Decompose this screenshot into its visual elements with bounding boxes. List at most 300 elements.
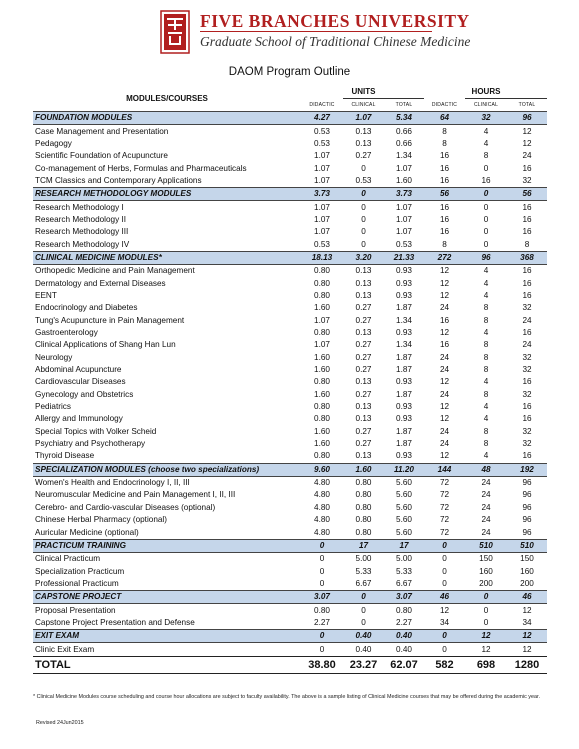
course-row-label: Special Topics with Volker Scheid — [35, 426, 157, 436]
cell-hours-total: 32 — [522, 303, 532, 313]
cell-units-total: 1.87 — [396, 365, 412, 375]
cell-hours-didactic: 24 — [439, 352, 450, 362]
cell-units-didactic: 4.80 — [314, 490, 330, 500]
course-row — [33, 214, 547, 226]
cell-units-total: 2.27 — [396, 617, 412, 627]
cell-hours-clinical: 12 — [481, 644, 491, 654]
cell-units-total: 0.93 — [396, 266, 412, 276]
course-row — [33, 150, 547, 162]
cell-units-didactic: 0.80 — [314, 414, 330, 424]
cell-hours-didactic: 12 — [439, 377, 450, 387]
course-row-label: Clinical Applications of Shang Han Lun — [35, 340, 176, 350]
course-row-label: Gynecology and Obstetrics — [35, 389, 134, 399]
revision-date: Revised 24Jun2015 — [36, 720, 84, 726]
course-row — [33, 162, 547, 174]
cell-hours-clinical: 4 — [483, 414, 489, 424]
course-row — [33, 277, 547, 289]
course-row-label: Allergy and Immunology — [35, 414, 123, 424]
cell-hours-total: 16 — [522, 227, 532, 237]
cell-units-total: 1.34 — [396, 340, 412, 350]
cell-hours-total: 32 — [522, 352, 532, 362]
cell-units-didactic: 38.80 — [301, 656, 343, 673]
course-row-label: Gastroenterology — [35, 328, 98, 338]
column-header-units-clinical: CLINICAL — [351, 102, 376, 108]
cell-units-didactic: 1.60 — [314, 389, 330, 399]
course-row-label: Research Methodology II — [35, 214, 127, 224]
header-row-groups — [33, 86, 547, 99]
cell-units-clinical: 0.13 — [355, 278, 372, 288]
cell-hours-didactic: 24 — [439, 426, 450, 436]
cell-hours-clinical: 4 — [483, 451, 489, 461]
cell-units-clinical: 5.00 — [355, 554, 372, 564]
cell-hours-total: 24 — [522, 315, 532, 325]
cell-hours-total: 16 — [522, 328, 532, 338]
course-row — [33, 643, 547, 656]
course-row — [33, 290, 547, 302]
cell-hours-total: 34 — [522, 617, 532, 627]
course-row — [33, 339, 547, 351]
cell-hours-total: 96 — [522, 527, 532, 537]
cell-hours-didactic: 12 — [439, 451, 450, 461]
cell-units-clinical: 0.27 — [355, 151, 372, 161]
cell-units-didactic: 1.07 — [314, 227, 330, 237]
cell-hours-didactic: 0 — [424, 630, 465, 643]
cell-hours-total: 12 — [522, 138, 532, 148]
cell-hours-total: 24 — [522, 340, 532, 350]
cell-hours-didactic: 16 — [439, 202, 450, 212]
cell-hours-clinical: 0 — [465, 188, 507, 201]
cell-hours-clinical: 4 — [483, 266, 489, 276]
cell-units-total: 0.93 — [396, 377, 412, 387]
cell-units-total: 62.07 — [384, 656, 424, 673]
course-row-label: Research Methodology III — [35, 227, 129, 237]
cell-units-total: 3.73 — [384, 188, 424, 201]
header-divider — [200, 31, 432, 32]
course-row — [33, 553, 547, 566]
cell-units-didactic: 1.60 — [314, 365, 330, 375]
cell-units-didactic: 1.60 — [314, 303, 330, 313]
cell-hours-clinical: 150 — [479, 554, 493, 564]
cell-units-total: 1.07 — [396, 202, 412, 212]
cell-units-didactic: 0.53 — [314, 138, 330, 148]
cell-hours-clinical: 8 — [483, 151, 489, 161]
cell-hours-didactic: 24 — [439, 389, 450, 399]
course-row-label: Psychiatry and Psychotherapy — [35, 439, 146, 449]
cell-hours-clinical: 4 — [483, 126, 489, 136]
cell-hours-didactic: 12 — [439, 266, 450, 276]
section-header-row — [33, 463, 547, 476]
cell-units-total: 1.87 — [396, 439, 412, 449]
cell-hours-clinical: 32 — [465, 112, 507, 125]
course-row-label: Thyroid Disease — [35, 451, 95, 461]
cell-units-didactic: 0.80 — [314, 605, 330, 615]
section-header-row — [33, 630, 547, 643]
university-header — [160, 10, 471, 62]
cell-units-didactic: 1.07 — [314, 163, 330, 173]
cell-hours-didactic: 12 — [439, 290, 450, 300]
cell-hours-clinical: 160 — [479, 566, 493, 576]
section-header-row-label: PRACTICUM TRAINING — [33, 539, 301, 552]
cell-hours-clinical: 0 — [465, 591, 507, 604]
cell-units-clinical: 0.80 — [355, 478, 372, 488]
cell-hours-total: 16 — [522, 402, 532, 412]
course-row-label: Cardiovascular Diseases — [35, 377, 126, 387]
cell-units-clinical: 0.27 — [355, 426, 372, 436]
course-row-label: Auricular Medicine (optional) — [35, 527, 139, 537]
cell-hours-clinical: 24 — [481, 527, 491, 537]
cell-hours-clinical: 12 — [465, 630, 507, 643]
cell-hours-total: 12 — [522, 605, 532, 615]
cell-hours-total: 46 — [507, 591, 547, 604]
cell-units-total: 5.00 — [396, 554, 412, 564]
cell-hours-total: 16 — [522, 414, 532, 424]
cell-units-didactic: 4.80 — [314, 478, 330, 488]
course-row — [33, 489, 547, 501]
column-header-hours-clinical: CLINICAL — [473, 102, 499, 108]
cell-units-didactic: 3.07 — [301, 591, 343, 604]
course-row — [33, 565, 547, 577]
cell-hours-total: 24 — [522, 151, 532, 161]
cell-units-clinical: 0.27 — [355, 439, 372, 449]
cell-hours-clinical: 0 — [483, 617, 489, 627]
course-row-label: Clinical Practicum — [35, 554, 101, 564]
cell-units-clinical: 0.80 — [355, 527, 372, 537]
cell-hours-didactic: 72 — [439, 478, 450, 488]
cell-units-clinical: 0 — [361, 227, 366, 237]
cell-units-didactic: 1.60 — [314, 426, 330, 436]
cell-hours-clinical: 698 — [465, 656, 507, 673]
grand-total-row — [33, 656, 547, 673]
cell-hours-didactic: 8 — [442, 138, 447, 148]
cell-units-clinical: 0.13 — [355, 402, 372, 412]
cell-units-didactic: 4.80 — [314, 515, 330, 525]
cell-units-didactic: 9.60 — [301, 463, 343, 476]
cell-units-didactic: 18.13 — [301, 251, 343, 264]
course-row-label: Women's Health and Endocrinology I, II, III — [35, 478, 190, 488]
cell-hours-clinical: 24 — [481, 490, 491, 500]
course-row — [33, 578, 547, 591]
cell-hours-clinical: 4 — [483, 328, 489, 338]
section-header-row-label: SPECIALIZATION MODULES (choose two specializations) — [33, 463, 301, 476]
course-row — [33, 476, 547, 489]
course-row-label: Neuromuscular Medicine and Pain Management I, II, III — [35, 490, 236, 500]
course-row-label: Specialization Practicum — [35, 566, 125, 576]
course-row — [33, 502, 547, 514]
cell-hours-total: 8 — [524, 239, 530, 249]
course-row-label: EENT — [35, 290, 57, 300]
cell-units-total: 1.87 — [396, 389, 412, 399]
course-row — [33, 526, 547, 539]
cell-hours-clinical: 4 — [483, 290, 489, 300]
cell-units-didactic: 2.27 — [314, 617, 330, 627]
course-row-label: Clinic Exit Exam — [35, 644, 95, 654]
cell-hours-clinical: 8 — [483, 340, 489, 350]
cell-units-clinical: 0.27 — [355, 315, 372, 325]
course-row — [33, 604, 547, 617]
column-header-modules: MODULES/COURSES — [126, 93, 208, 103]
cell-hours-didactic: 16 — [439, 214, 450, 224]
cell-units-didactic: 0 — [319, 644, 325, 654]
cell-units-clinical: 0.40 — [343, 630, 384, 643]
cell-units-didactic: 0.53 — [314, 126, 330, 136]
cell-units-clinical: 0.27 — [355, 389, 372, 399]
cell-hours-total: 192 — [507, 463, 547, 476]
cell-hours-clinical: 8 — [483, 365, 489, 375]
cell-hours-didactic: 24 — [439, 303, 450, 313]
cell-hours-total: 368 — [507, 251, 547, 264]
section-header-row — [33, 591, 547, 604]
cell-units-total: 1.07 — [396, 214, 412, 224]
course-row — [33, 413, 547, 425]
cell-hours-total: 96 — [522, 478, 532, 488]
cell-hours-didactic: 16 — [439, 151, 450, 161]
cell-units-clinical: 0.13 — [355, 328, 372, 338]
cell-hours-didactic: 0 — [442, 644, 447, 654]
course-row — [33, 514, 547, 526]
cell-hours-total: 16 — [522, 266, 532, 276]
cell-units-clinical: 0 — [361, 214, 366, 224]
course-row-label: Co-management of Herbs, Formulas and Pharmaceuticals — [35, 163, 247, 173]
cell-hours-didactic: 12 — [439, 278, 450, 288]
cell-units-total: 0.93 — [396, 278, 412, 288]
cell-units-clinical: 0.13 — [355, 451, 372, 461]
cell-units-clinical: 0.13 — [355, 377, 372, 387]
cell-hours-didactic: 0 — [442, 566, 447, 576]
cell-units-didactic: 0.80 — [314, 290, 330, 300]
cell-hours-total: 16 — [522, 451, 532, 461]
course-row — [33, 352, 547, 364]
cell-units-clinical: 0 — [361, 617, 366, 627]
cell-units-total: 1.34 — [396, 315, 412, 325]
cell-units-clinical: 0.27 — [355, 303, 372, 313]
cell-hours-total: 16 — [522, 202, 532, 212]
cell-units-clinical: 0.13 — [355, 266, 372, 276]
cell-hours-clinical: 200 — [479, 578, 493, 588]
cell-hours-total: 32 — [522, 439, 532, 449]
cell-hours-didactic: 16 — [439, 175, 450, 185]
cell-hours-didactic: 272 — [424, 251, 465, 264]
cell-units-total: 0.93 — [396, 290, 412, 300]
cell-hours-total: 96 — [522, 490, 532, 500]
cell-units-clinical: 0 — [361, 202, 366, 212]
cell-hours-clinical: 4 — [483, 377, 489, 387]
cell-units-clinical: 0.80 — [355, 515, 372, 525]
section-header-row — [33, 251, 547, 264]
cell-units-total: 3.07 — [384, 591, 424, 604]
cell-units-total: 0.93 — [396, 402, 412, 412]
cell-units-didactic: 1.60 — [314, 352, 330, 362]
course-row-label: Orthopedic Medicine and Pain Management — [35, 266, 195, 276]
cell-hours-clinical: 4 — [483, 402, 489, 412]
column-header-units: UNITS — [343, 86, 384, 99]
cell-hours-didactic: 72 — [439, 502, 450, 512]
cell-units-didactic: 0.80 — [314, 451, 330, 461]
cell-units-didactic: 0 — [319, 566, 325, 576]
cell-units-total: 5.60 — [396, 527, 412, 537]
cell-hours-total: 32 — [522, 426, 532, 436]
cell-units-clinical: 0.27 — [355, 340, 372, 350]
section-header-row-label: FOUNDATION MODULES — [33, 112, 301, 125]
cell-hours-clinical: 8 — [483, 439, 489, 449]
course-row-label: Research Methodology I — [35, 202, 124, 212]
cell-units-clinical: 17 — [343, 539, 384, 552]
cell-units-didactic: 0.80 — [314, 278, 330, 288]
section-header-row — [33, 188, 547, 201]
course-row-label: Abdominal Acupuncture — [35, 365, 122, 375]
cell-units-total: 1.87 — [396, 352, 412, 362]
cell-hours-total: 12 — [522, 126, 532, 136]
cell-units-clinical: 3.20 — [343, 251, 384, 264]
course-row — [33, 226, 547, 238]
cell-units-total: 5.60 — [396, 515, 412, 525]
course-row — [33, 302, 547, 314]
footnote: * Clinical Medicine Modules course scheduling and course hour allocations are subject to faculty availability. The above is a sample listing of Clinical Medicine courses that may be offered during the academic year. — [33, 694, 540, 700]
cell-units-didactic: 1.60 — [314, 439, 330, 449]
course-row-label: Professional Practicum — [35, 578, 119, 588]
course-row — [33, 438, 547, 450]
course-row — [33, 426, 547, 438]
section-header-row-label: RESEARCH METHODOLOGY MODULES — [33, 188, 301, 201]
cell-hours-clinical: 0 — [483, 163, 489, 173]
course-row-label: Tung's Acupuncture in Pain Management — [35, 315, 185, 325]
cell-units-didactic: 0.80 — [314, 266, 330, 276]
course-row — [33, 327, 547, 339]
section-header-row — [33, 539, 547, 552]
cell-hours-didactic: 72 — [439, 527, 450, 537]
cell-units-didactic: 0 — [301, 630, 343, 643]
cell-hours-didactic: 64 — [424, 112, 465, 125]
cell-hours-didactic: 16 — [439, 163, 450, 173]
column-header-units-didactic: DIDACTIC — [309, 102, 335, 108]
cell-units-total: 0.66 — [396, 138, 412, 148]
cell-hours-clinical: 24 — [481, 478, 491, 488]
cell-units-total: 1.87 — [396, 426, 412, 436]
cell-units-total: 1.07 — [396, 163, 412, 173]
cell-hours-clinical: 0 — [483, 605, 489, 615]
course-row — [33, 125, 547, 138]
cell-hours-didactic: 8 — [442, 239, 447, 249]
cell-hours-didactic: 12 — [439, 414, 450, 424]
cell-units-clinical: 5.33 — [355, 566, 372, 576]
course-row — [33, 450, 547, 463]
cell-units-clinical: 0 — [361, 239, 366, 249]
cell-hours-didactic: 12 — [439, 402, 450, 412]
program-outline-table — [33, 86, 547, 674]
cell-units-didactic: 1.07 — [314, 202, 330, 212]
cell-hours-total: 16 — [522, 377, 532, 387]
cell-hours-total: 32 — [522, 365, 532, 375]
course-row — [33, 401, 547, 413]
cell-units-clinical: 6.67 — [355, 578, 372, 588]
cell-units-clinical: 1.60 — [343, 463, 384, 476]
cell-units-clinical: 0.27 — [355, 352, 372, 362]
cell-hours-clinical: 510 — [465, 539, 507, 552]
cell-hours-clinical: 8 — [483, 389, 489, 399]
cell-units-didactic: 0.80 — [314, 402, 330, 412]
cell-units-total: 0.93 — [396, 451, 412, 461]
course-row — [33, 376, 547, 388]
course-row — [33, 201, 547, 214]
cell-hours-clinical: 24 — [481, 515, 491, 525]
cell-units-clinical: 0.53 — [355, 175, 372, 185]
course-row-label: Cerebro- and Cardio-vascular Diseases (optional) — [35, 502, 216, 512]
cell-units-total: 5.33 — [396, 566, 412, 576]
course-row — [33, 265, 547, 278]
cell-units-total: 5.60 — [396, 478, 412, 488]
section-header-row-label: CLINICAL MEDICINE MODULES* — [33, 251, 301, 264]
cell-hours-total: 16 — [522, 278, 532, 288]
column-header-hours-total: TOTAL — [518, 102, 536, 108]
cell-hours-total: 200 — [520, 578, 534, 588]
cell-units-clinical: 0.13 — [355, 414, 372, 424]
cell-hours-total: 16 — [522, 290, 532, 300]
cell-hours-clinical: 0 — [483, 227, 489, 237]
course-row — [33, 389, 547, 401]
cell-hours-total: 16 — [522, 163, 532, 173]
cell-units-total: 6.67 — [396, 578, 412, 588]
course-row-label: Pedagogy — [35, 138, 72, 148]
cell-units-total: 0.66 — [396, 126, 412, 136]
cell-units-total: 0.93 — [396, 414, 412, 424]
cell-hours-total: 160 — [520, 566, 534, 576]
cell-hours-total: 510 — [507, 539, 547, 552]
cell-units-clinical: 23.27 — [343, 656, 384, 673]
cell-hours-didactic: 0 — [442, 578, 447, 588]
cell-hours-total: 96 — [522, 502, 532, 512]
cell-units-didactic: 0 — [319, 554, 325, 564]
cell-units-total: 11.20 — [384, 463, 424, 476]
course-row — [33, 617, 547, 630]
cell-units-clinical: 0.80 — [355, 490, 372, 500]
cell-hours-total: 12 — [522, 644, 532, 654]
cell-hours-clinical: 0 — [483, 239, 489, 249]
cell-hours-clinical: 0 — [483, 202, 489, 212]
cell-hours-clinical: 48 — [465, 463, 507, 476]
course-row-label: Endocrinology and Diabetes — [35, 303, 138, 313]
cell-units-clinical: 0 — [361, 163, 366, 173]
cell-units-total: 1.07 — [396, 227, 412, 237]
cell-hours-clinical: 16 — [481, 175, 491, 185]
course-row-label: Neurology — [35, 352, 73, 362]
cell-units-didactic: 0.53 — [314, 239, 330, 249]
cell-hours-didactic: 72 — [439, 515, 450, 525]
cell-units-didactic: 1.07 — [314, 214, 330, 224]
cell-hours-didactic: 582 — [424, 656, 465, 673]
cell-hours-total: 96 — [507, 112, 547, 125]
course-row-label: Dermatology and External Diseases — [35, 278, 166, 288]
cell-units-didactic: 4.80 — [314, 502, 330, 512]
course-row-label: Scientific Foundation of Acupuncture — [35, 151, 168, 161]
cell-units-total: 21.33 — [384, 251, 424, 264]
cell-units-clinical: 0.13 — [355, 290, 372, 300]
cell-hours-total: 32 — [522, 175, 532, 185]
cell-units-clinical: 0 — [361, 605, 366, 615]
cell-units-total: 0.40 — [396, 644, 412, 654]
course-row — [33, 138, 547, 150]
course-row-label: Chinese Herbal Pharmacy (optional) — [35, 515, 167, 525]
cell-hours-clinical: 24 — [481, 502, 491, 512]
cell-hours-clinical: 8 — [483, 426, 489, 436]
column-header-units-total: TOTAL — [395, 102, 413, 108]
cell-hours-didactic: 8 — [442, 126, 447, 136]
cell-hours-didactic: 144 — [424, 463, 465, 476]
cell-units-total: 1.34 — [396, 151, 412, 161]
cell-units-total: 5.34 — [384, 112, 424, 125]
cell-hours-clinical: 96 — [465, 251, 507, 264]
section-header-row-label: CAPSTONE PROJECT — [33, 591, 301, 604]
section-header-row — [33, 112, 547, 125]
course-row — [33, 238, 547, 251]
